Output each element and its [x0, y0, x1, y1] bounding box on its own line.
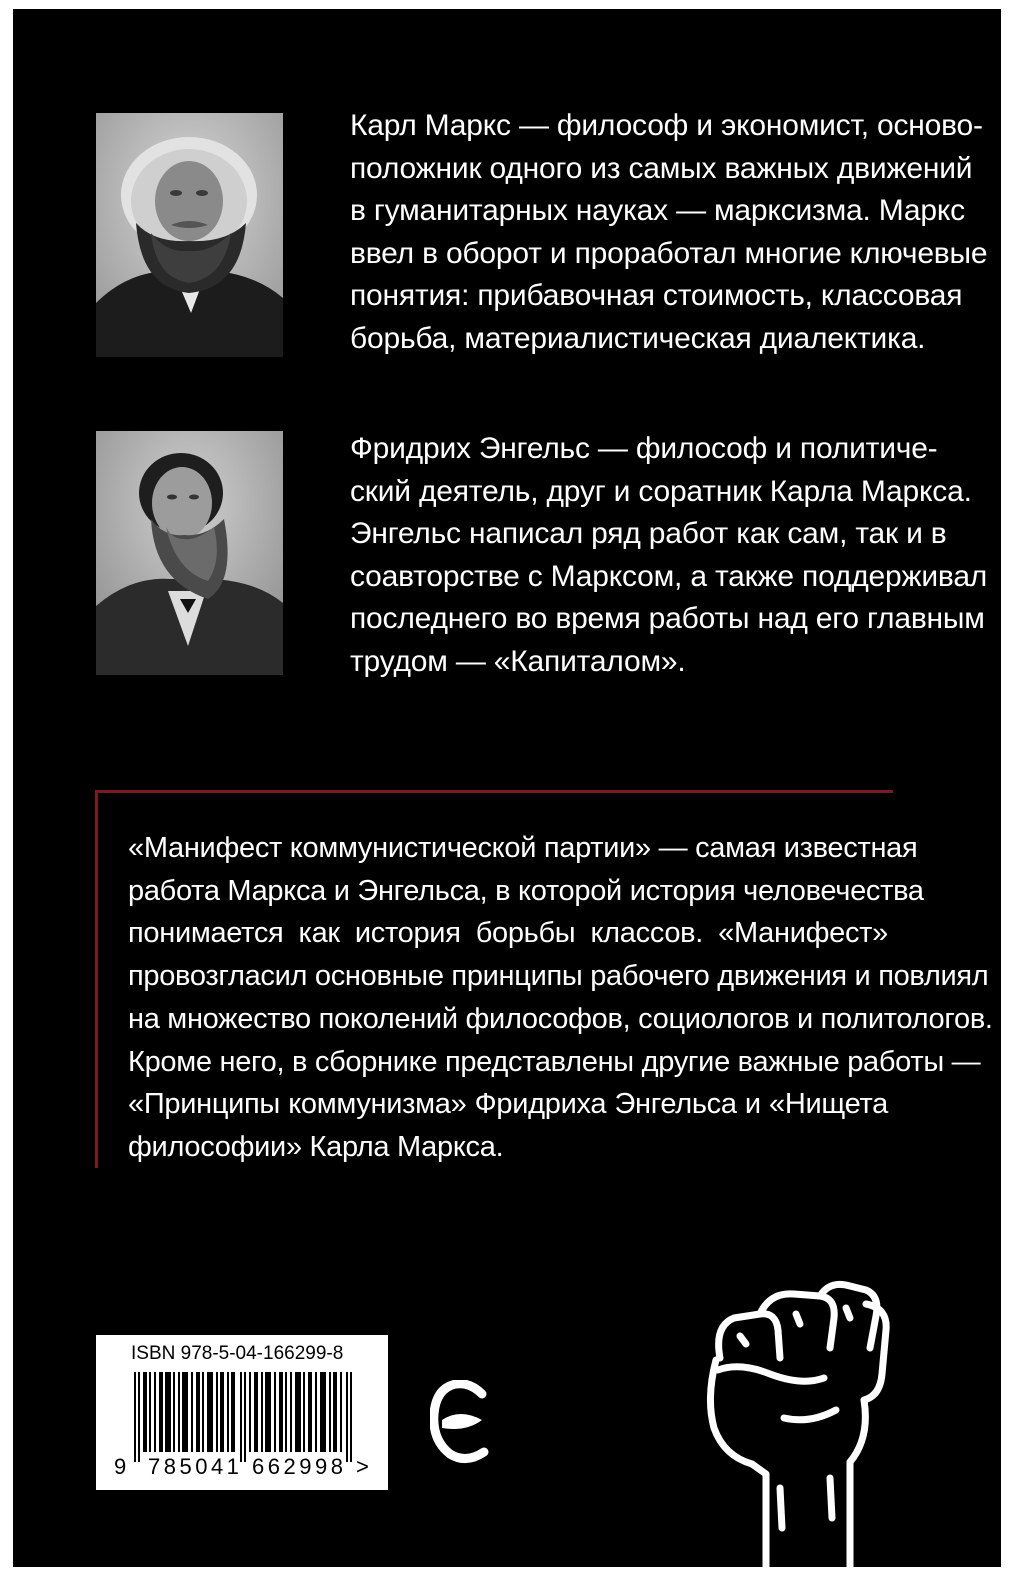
bio-line: соавторстве с Марксом, а также поддерживал [350, 559, 988, 593]
description-line: провозгласил основные принципы рабочего движения и повлиял [128, 960, 989, 993]
bio-line: в гуманитарных науках — марксизма. Маркс [350, 194, 965, 228]
bio-line: Фридрих Энгельс — философ и политиче- [350, 432, 938, 465]
bio-line: ввел в оборот и проработал многие ключевые [350, 236, 988, 270]
bio-line: борьба, материалистическая диалектика. [350, 321, 926, 355]
description-line: «Манифест коммунистической партии» — самая известная [128, 832, 918, 864]
description-line: на множество поколений философов, социологов и политологов. [128, 1002, 993, 1035]
isbn-barcode-block [96, 1335, 388, 1490]
bio-line: положник одного из самых важных движений [350, 151, 973, 185]
eksmo-logo-icon [430, 1380, 492, 1464]
description-line: «Принципы коммунизма» Фридриха Энгельса и «Нищета [128, 1088, 888, 1121]
bio-line: Карл Маркс — философ и экономист, осново- [350, 109, 983, 142]
isbn-label: ISBN 978-5-04-166299-8 [131, 1343, 344, 1364]
description-line: понимается как история борьбы классов. «Манифест» [128, 917, 888, 950]
bio-line: ский деятель, друг и соратник Карла Маркса. [350, 474, 972, 508]
raised-fist-icon [700, 1278, 900, 1568]
ean-first-digit: 9 [114, 1454, 127, 1479]
description-line: Кроме него, в сборнике представлены другие важные работы — [128, 1045, 981, 1078]
engels-bio [350, 428, 988, 684]
back-cover [13, 9, 1001, 1567]
engels-portrait [96, 431, 283, 675]
bio-line: последнего во время работы над его главным [350, 602, 985, 636]
bio-line: Энгельс написал ряд работ как сам, так и в [350, 517, 947, 551]
ean-digits: 785041 662998 > [148, 1454, 373, 1479]
marx-bio [350, 105, 988, 361]
description-line: работа Маркса и Энгельса, в которой история человечества [128, 874, 924, 907]
barcode [134, 1372, 360, 1462]
bio-line: понятия: прибавочная стоимость, классовая [350, 279, 963, 313]
book-description [128, 827, 993, 1169]
description-line: философии» Карла Маркса. [128, 1130, 504, 1163]
marx-portrait [96, 113, 283, 357]
bio-line: трудом — «Капиталом». [350, 644, 686, 678]
